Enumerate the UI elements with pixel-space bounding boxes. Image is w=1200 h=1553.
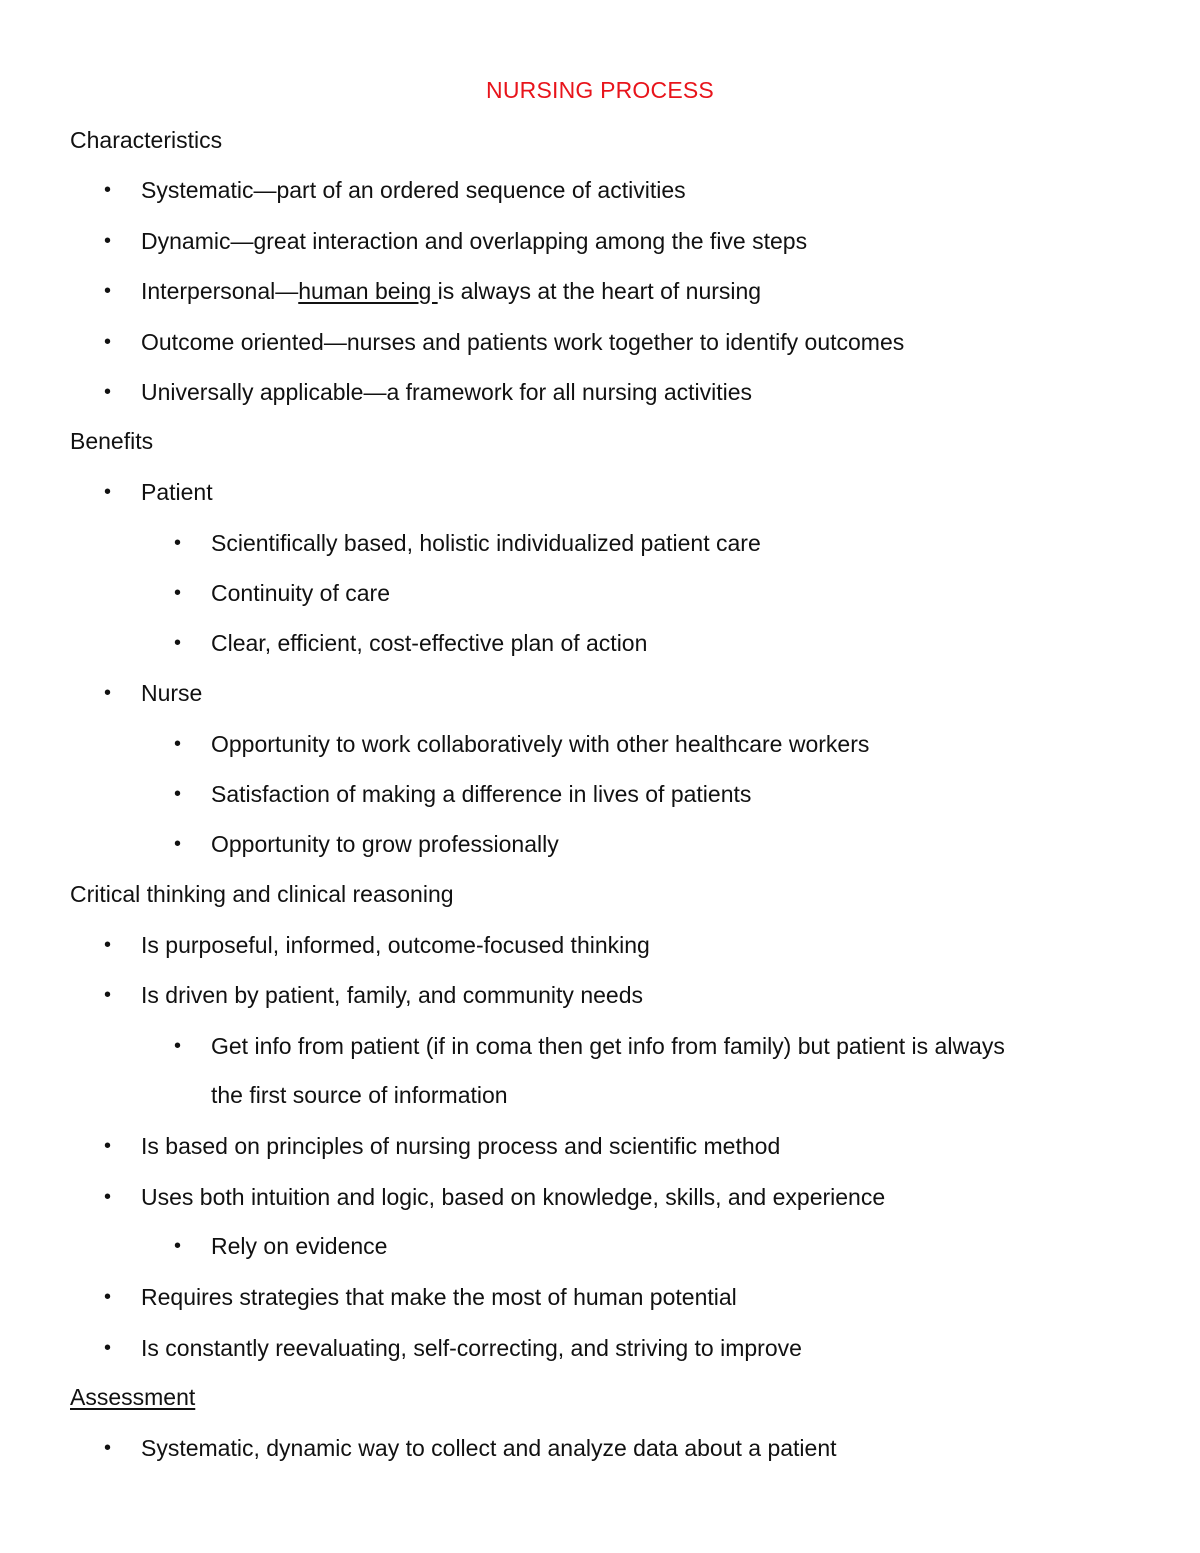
sub-list-item: Get info from patient (if in coma then get info from family) but patient is always	[211, 1033, 1005, 1059]
list-item-text: is always at the heart of nursing	[437, 278, 762, 304]
list-item: Is based on principles of nursing process and scientific method	[141, 1133, 781, 1159]
list-item: Outcome oriented—nurses and patients work together to identify outcomes	[141, 329, 905, 355]
list-item-patient: Patient	[141, 479, 213, 505]
list-item	[141, 276, 761, 306]
bullet-icon: •	[104, 934, 112, 956]
bullet-icon: •	[104, 331, 112, 353]
bullet-icon: •	[174, 733, 182, 755]
sub-list-item: Opportunity to grow professionally	[211, 831, 559, 857]
bullet-icon: •	[104, 481, 112, 503]
bullet-icon: •	[104, 1337, 112, 1359]
bullet-icon: •	[104, 230, 112, 252]
bullet-icon: •	[174, 1235, 182, 1257]
list-item: Is driven by patient, family, and community needs	[141, 982, 643, 1008]
bullet-icon: •	[104, 280, 112, 302]
section-heading-assessment: Assessment	[70, 1384, 196, 1410]
bullet-icon: •	[174, 582, 182, 604]
list-item: Systematic, dynamic way to collect and analyze data about a patient	[141, 1435, 837, 1461]
bullet-icon: •	[174, 783, 182, 805]
list-item: Is purposeful, informed, outcome-focused thinking	[141, 932, 650, 958]
bullet-icon: •	[104, 1186, 112, 1208]
bullet-icon: •	[104, 984, 112, 1006]
list-item: Systematic—part of an ordered sequence of activities	[141, 177, 686, 203]
sub-list-item: Clear, efficient, cost-effective plan of action	[211, 630, 648, 656]
list-item: Is constantly reevaluating, self-correcting, and striving to improve	[141, 1335, 802, 1361]
section-heading-characteristics: Characteristics	[70, 127, 223, 153]
list-item: Dynamic—great interaction and overlapping among the five steps	[141, 228, 808, 254]
list-item: Universally applicable—a framework for all nursing activities	[141, 379, 753, 405]
section-heading-benefits: Benefits	[70, 428, 154, 454]
sub-list-item: Continuity of care	[211, 580, 390, 606]
bullet-icon: •	[104, 682, 112, 704]
list-item: Uses both intuition and logic, based on knowledge, skills, and experience	[141, 1184, 886, 1210]
bullet-icon: •	[174, 632, 182, 654]
sub-list-item: Rely on evidence	[211, 1233, 388, 1259]
bullet-icon: •	[104, 179, 112, 201]
bullet-icon: •	[104, 381, 112, 403]
list-item: Requires strategies that make the most of human potential	[141, 1284, 737, 1310]
bullet-icon: •	[104, 1135, 112, 1157]
sub-list-item: Scientifically based, holistic individualized patient care	[211, 530, 761, 556]
sub-list-item: Satisfaction of making a difference in lives of patients	[211, 781, 752, 807]
sub-list-item-continuation: the first source of information	[211, 1082, 508, 1108]
list-item-nurse: Nurse	[141, 680, 203, 706]
bullet-icon: •	[174, 532, 182, 554]
sub-list-item: Opportunity to work collaboratively with other healthcare workers	[211, 731, 870, 757]
section-heading-critical-thinking: Critical thinking and clinical reasoning	[70, 881, 454, 907]
bullet-icon: •	[174, 1035, 182, 1057]
bullet-icon: •	[104, 1286, 112, 1308]
list-item-text: Interpersonal—	[141, 278, 299, 304]
bullet-icon: •	[174, 833, 182, 855]
document-title: NURSING PROCESS	[486, 77, 714, 103]
underlined-term: human being	[298, 278, 438, 304]
bullet-icon: •	[104, 1437, 112, 1459]
